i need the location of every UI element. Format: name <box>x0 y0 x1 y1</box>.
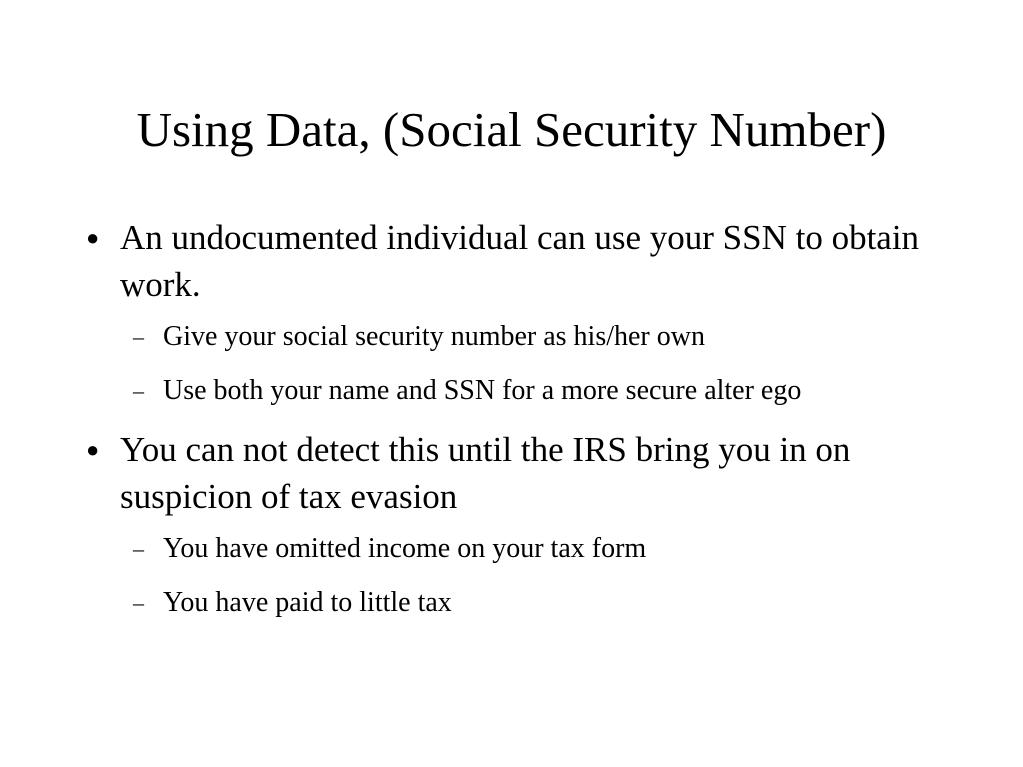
sub-item <box>86 372 966 410</box>
bullet-item <box>86 214 966 308</box>
bullet-dot-icon: ● <box>86 437 100 462</box>
bullet-group <box>86 214 966 410</box>
bullet-item <box>86 426 966 520</box>
dash-icon: – <box>133 324 144 349</box>
dash-icon: – <box>133 378 144 403</box>
sub-item-text: You have omitted income on your tax form <box>163 533 647 564</box>
dash-icon: – <box>133 536 144 561</box>
dash-icon: – <box>133 590 144 615</box>
sub-item <box>86 530 966 568</box>
bullet-text: An undocumented individual can use your SSN to obtain work. <box>120 218 920 304</box>
slide-title: Using Data, (Social Security Number) <box>136 102 887 157</box>
sub-list <box>86 318 966 410</box>
sub-item <box>86 584 966 622</box>
sub-list <box>86 530 966 622</box>
sub-item-text: Give your social security number as his/her own <box>163 321 705 352</box>
bullet-text: You can not detect this until the IRS bring you in on suspicion of tax evasion <box>120 430 851 516</box>
bullet-group <box>86 426 966 622</box>
sub-item-text: Use both your name and SSN for a more secure alter ego <box>163 375 802 406</box>
slide-content <box>86 214 966 638</box>
sub-item <box>86 318 966 356</box>
bullet-dot-icon: ● <box>86 225 100 250</box>
sub-item-text: You have paid to little tax <box>163 587 452 618</box>
